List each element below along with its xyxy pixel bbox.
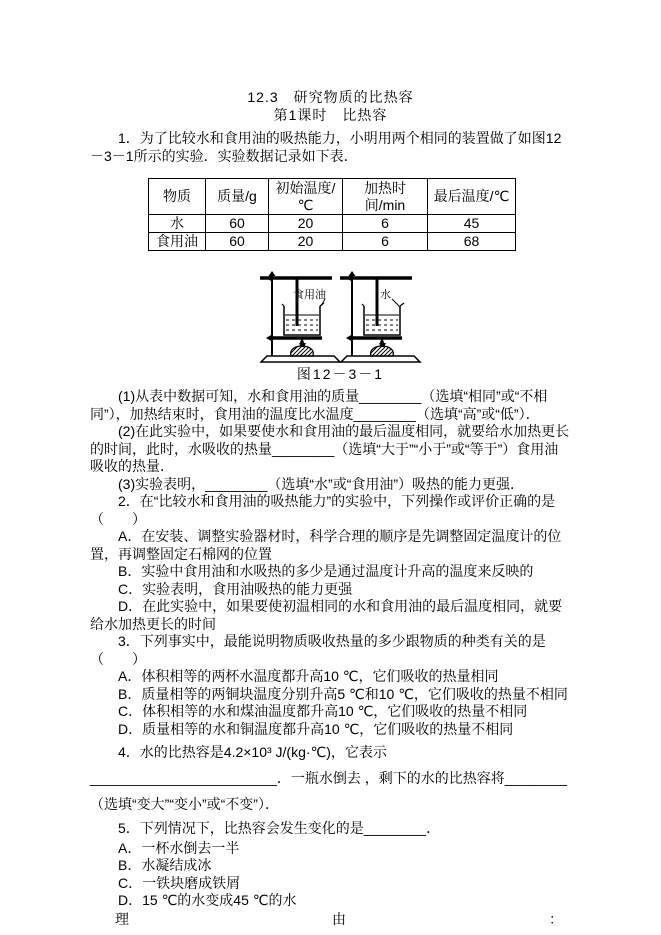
experiment-data-table	[148, 178, 516, 251]
question-2-option-d: D．在此实验中，如果要使初温相同的水和食用油的最后温度相同，就要给水加热更长的时间	[90, 598, 563, 632]
table-header-row	[149, 179, 516, 215]
reason-colon: ：	[549, 910, 563, 927]
question-3-option-c: C．体积相等的水和煤油温度都升高10 ℃，它们吸收的热量不相同	[118, 703, 528, 719]
question-1-text: 1．为了比较水和食用油的吸热能力，小明用两个相同的装置做了如图12－3－1所示的实验．实验数据记录如下表．	[90, 130, 562, 164]
question-3-stem: 3．下列事实中，最能说明物质吸收热量的多少跟物质的种类有关的是（ ）	[90, 633, 546, 667]
question-5-stem: 5．下列情况下，比热容会发生变化的是________．	[118, 820, 441, 836]
question-1-sub-2: (2)在此实验中，如果要使水和食用油的最后温度相同，就要给水加热更长的时间，此时，水吸收的热量________（选填“大于”“小于”或“等于”）食用油吸收的热量．	[90, 423, 570, 474]
cell-mass: 60	[206, 233, 269, 251]
figure-caption: 图12－3－1	[296, 366, 385, 382]
reason-line	[90, 911, 571, 929]
question-5-option-b: B．水凝结成冰	[118, 857, 212, 873]
col-header-substance: 物质	[149, 179, 206, 215]
page-title: 12.3 研究物质的比热容	[247, 89, 414, 105]
question-5-option-a: A．一杯水倒去一半	[118, 839, 240, 856]
question-2-option-c: C．实验表明，食用油吸热的能力更强	[118, 580, 353, 597]
cell-final-temp: 68	[428, 233, 516, 251]
cell-heating-time: 6	[343, 215, 428, 233]
question-5-option-c: C．一铁块磨成铁屑	[118, 874, 241, 891]
cell-substance: 水	[149, 215, 206, 233]
question-3-option-b: B．质量相等的两铜块温度分别升高5 ℃和10 ℃，它们吸收的热量不相同	[118, 685, 568, 702]
cell-initial-temp: 20	[269, 215, 343, 233]
figure-label-oil: 食用油	[292, 289, 326, 301]
apparatus-oil-stand	[260, 271, 340, 362]
water-label-pointer	[392, 299, 400, 307]
col-header-mass: 质量/g	[206, 179, 269, 215]
figure-12-3-1	[90, 265, 571, 383]
cell-final-temp: 45	[428, 215, 516, 233]
apparatus-water-stand	[340, 271, 420, 362]
reason-char-2: 由	[332, 910, 346, 927]
question-1-sub-1: (1)从表中数据可知，水和食用油的质量________（选填“相同”或“不相同”），加热结束时，食用油的温度比水温度________（选填“高”或“低”）．	[90, 388, 548, 422]
question-3-option-a: A．体积相等的两杯水温度都升高10 ℃，它们吸收的热量相同	[118, 668, 499, 684]
col-header-heating-time: 加热时间/min	[343, 179, 428, 215]
page-subtitle: 第1课时 比热容	[273, 107, 388, 123]
cell-initial-temp: 20	[269, 233, 343, 251]
question-2-option-a: A．在安装、调整实验器材时，科学合理的顺序是先调整固定温度计的位置，再调整固定石棉网的位置	[90, 528, 562, 562]
question-2-stem: 2．在“比较水和食用油的吸热能力”的实验中，下列操作或评价正确的是（ ）	[90, 493, 556, 527]
col-header-final-temp: 最后温度/℃	[428, 179, 516, 215]
cell-heating-time: 6	[343, 233, 428, 251]
question-4-text: 4．水的比热容是4.2×10³ J/(kg·℃)，它表示________________________．一瓶水倒去 ，剩下的水的比热容将________（选填“变大”“变小”或“不变”）．	[90, 744, 568, 812]
figure-label-water: 水	[379, 289, 391, 301]
experiment-apparatus-drawing	[259, 265, 429, 365]
question-2-option-b: B．实验中食用油和水吸热的多少是通过温度计升高的温度来反映的	[118, 563, 534, 579]
question-5-option-d: D．15 ℃的水变成45 ℃的水	[118, 892, 297, 908]
cell-substance: 食用油	[149, 233, 206, 251]
col-header-initial-temp: 初始温度/℃	[269, 179, 343, 215]
table-row-oil	[149, 233, 516, 251]
question-1-sub-3: (3)实验表明，________（选填“水”或“食用油”）吸热的能力更强．	[118, 475, 525, 492]
reason-char-1: 理	[115, 910, 129, 927]
cell-mass: 60	[206, 215, 269, 233]
question-3-option-d: D．质量相等的水和铜温度都升高10 ℃，它们吸收的热量不相同	[118, 720, 514, 737]
table-row-water	[149, 215, 516, 233]
